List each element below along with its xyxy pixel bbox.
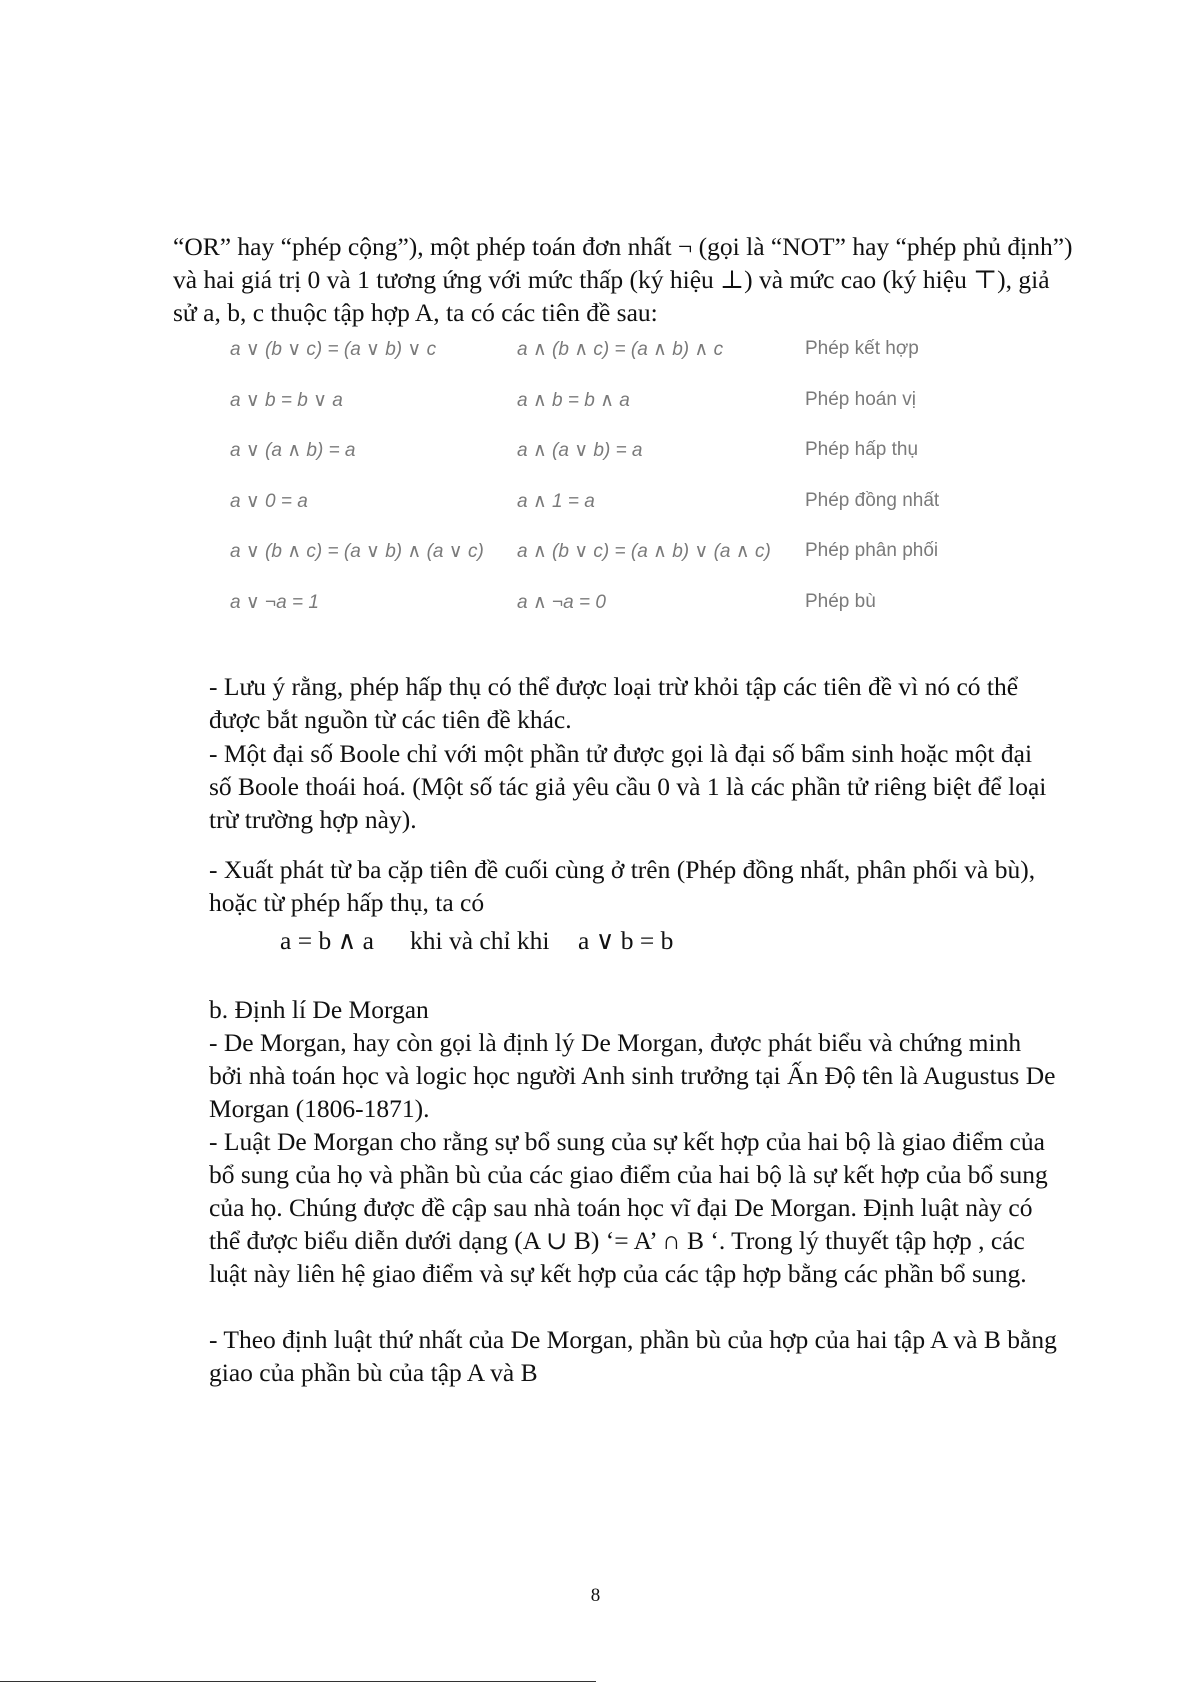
axiom-or-form: a ∨ ¬a = 1 xyxy=(230,591,319,613)
axioms-table xyxy=(230,338,1030,641)
axiom-row xyxy=(230,389,1030,440)
axiom-and-form: a ∧ (a ∨ b) = a xyxy=(517,440,643,461)
axiom-name: Phép đồng nhất xyxy=(805,489,940,511)
axiom-row xyxy=(230,540,1030,591)
de-morgan-intro: - De Morgan, hay còn gọi là định lý De Morgan, được phát biểu và chứng minh bởi nhà toán học và logic học người Anh sinh trưởng tại Ấn Độ tên là Augustus De Morgan (1806-1871). xyxy=(209,1028,1056,1123)
axiom-or-form: a ∨ (a ∧ b) = a xyxy=(230,440,356,461)
axiom-name: Phép kết hợp xyxy=(805,338,919,359)
absorption-note: - Lưu ý rằng, phép hấp thụ có thể được loại trừ khỏi tập các tiên đề vì nó có thể được bắt nguồn từ các tiên đề khác. xyxy=(209,672,1019,734)
axiom-row xyxy=(230,439,1030,490)
axiom-and-form: a ∧ (b ∧ c) = (a ∧ b) ∧ c xyxy=(517,339,724,360)
equivalence-line xyxy=(280,924,673,957)
de-morgan-first-law: - Theo định luật thứ nhất của De Morgan, phần bù của hợp của hai tập A và B bằng giao của phần bù của tập A và B xyxy=(209,1325,1057,1387)
axiom-row xyxy=(230,338,1030,389)
de-morgan-law: - Luật De Morgan cho rằng sự bổ sung của sự kết hợp của hai bộ là giao điểm của bổ sung của họ và phần bù của các giao điểm của hai bộ là sự kết hợp của bổ sung của họ. Chúng được đề cập sau nhà toán học vĩ đại De Morgan. Định luật này có thể được biểu diễn dưới dạng (A ∪ B) ‘= A’ ∩ B ‘. Trong lý thuyết tập hợp , các luật này liên hệ giao điểm và sự kết hợp của các tập hợp bằng các phần bổ sung. xyxy=(209,1127,1048,1288)
degenerate-note: - Một đại số Boole chỉ với một phần tử được gọi là đại số bẩm sinh hoặc một đại số Boole thoái hoá. (Một số tác giả yêu cầu 0 và 1 là các phần tử riêng biệt để loại trừ trường hợp này). xyxy=(209,739,1047,834)
axiom-name: Phép phân phối xyxy=(805,540,939,561)
page-number: 8 xyxy=(590,1585,601,1606)
axiom-name: Phép bù xyxy=(805,590,876,612)
axiom-or-form: a ∨ 0 = a xyxy=(230,490,308,512)
axiom-and-form: a ∧ 1 = a xyxy=(517,490,595,512)
equivalence-left: a = b ∧ a xyxy=(280,926,374,955)
axiom-and-form: a ∧ (b ∨ c) = (a ∧ b) ∨ (a ∧ c) xyxy=(517,541,771,562)
section-b-heading: b. Định lí De Morgan xyxy=(209,995,429,1024)
axiom-and-form: a ∧ ¬a = 0 xyxy=(517,591,606,613)
axiom-name: Phép hoán vị xyxy=(805,388,916,410)
axiom-row xyxy=(230,591,1030,642)
derivation-note: - Xuất phát từ ba cặp tiên đề cuối cùng ở trên (Phép đồng nhất, phân phối và bù), hoặc từ phép hấp thụ, ta có xyxy=(209,855,1036,917)
axiom-name: Phép hấp thụ xyxy=(805,439,919,460)
axiom-or-form: a ∨ (b ∨ c) = (a ∨ b) ∨ c xyxy=(230,339,437,360)
footer-rule xyxy=(0,1681,596,1682)
equivalence-middle: khi và chỉ khi xyxy=(410,926,550,955)
equivalence-right: a ∨ b = b xyxy=(578,926,674,955)
axiom-row xyxy=(230,490,1030,541)
intro-paragraph: “OR” hay “phép cộng”), một phép toán đơn nhất ¬ (gọi là “NOT” hay “phép phủ định”) và hai giá trị 0 và 1 tương ứng với mức thấp (ký hiệu ⊥) và mức cao (ký hiệu ⊤), giả sử a, b, c thuộc tập hợp A, ta có các tiên đề sau: xyxy=(173,232,1073,327)
axiom-or-form: a ∨ (b ∧ c) = (a ∨ b) ∧ (a ∨ c) xyxy=(230,541,484,562)
axiom-or-form: a ∨ b = b ∨ a xyxy=(230,389,343,411)
axiom-and-form: a ∧ b = b ∧ a xyxy=(517,389,630,411)
